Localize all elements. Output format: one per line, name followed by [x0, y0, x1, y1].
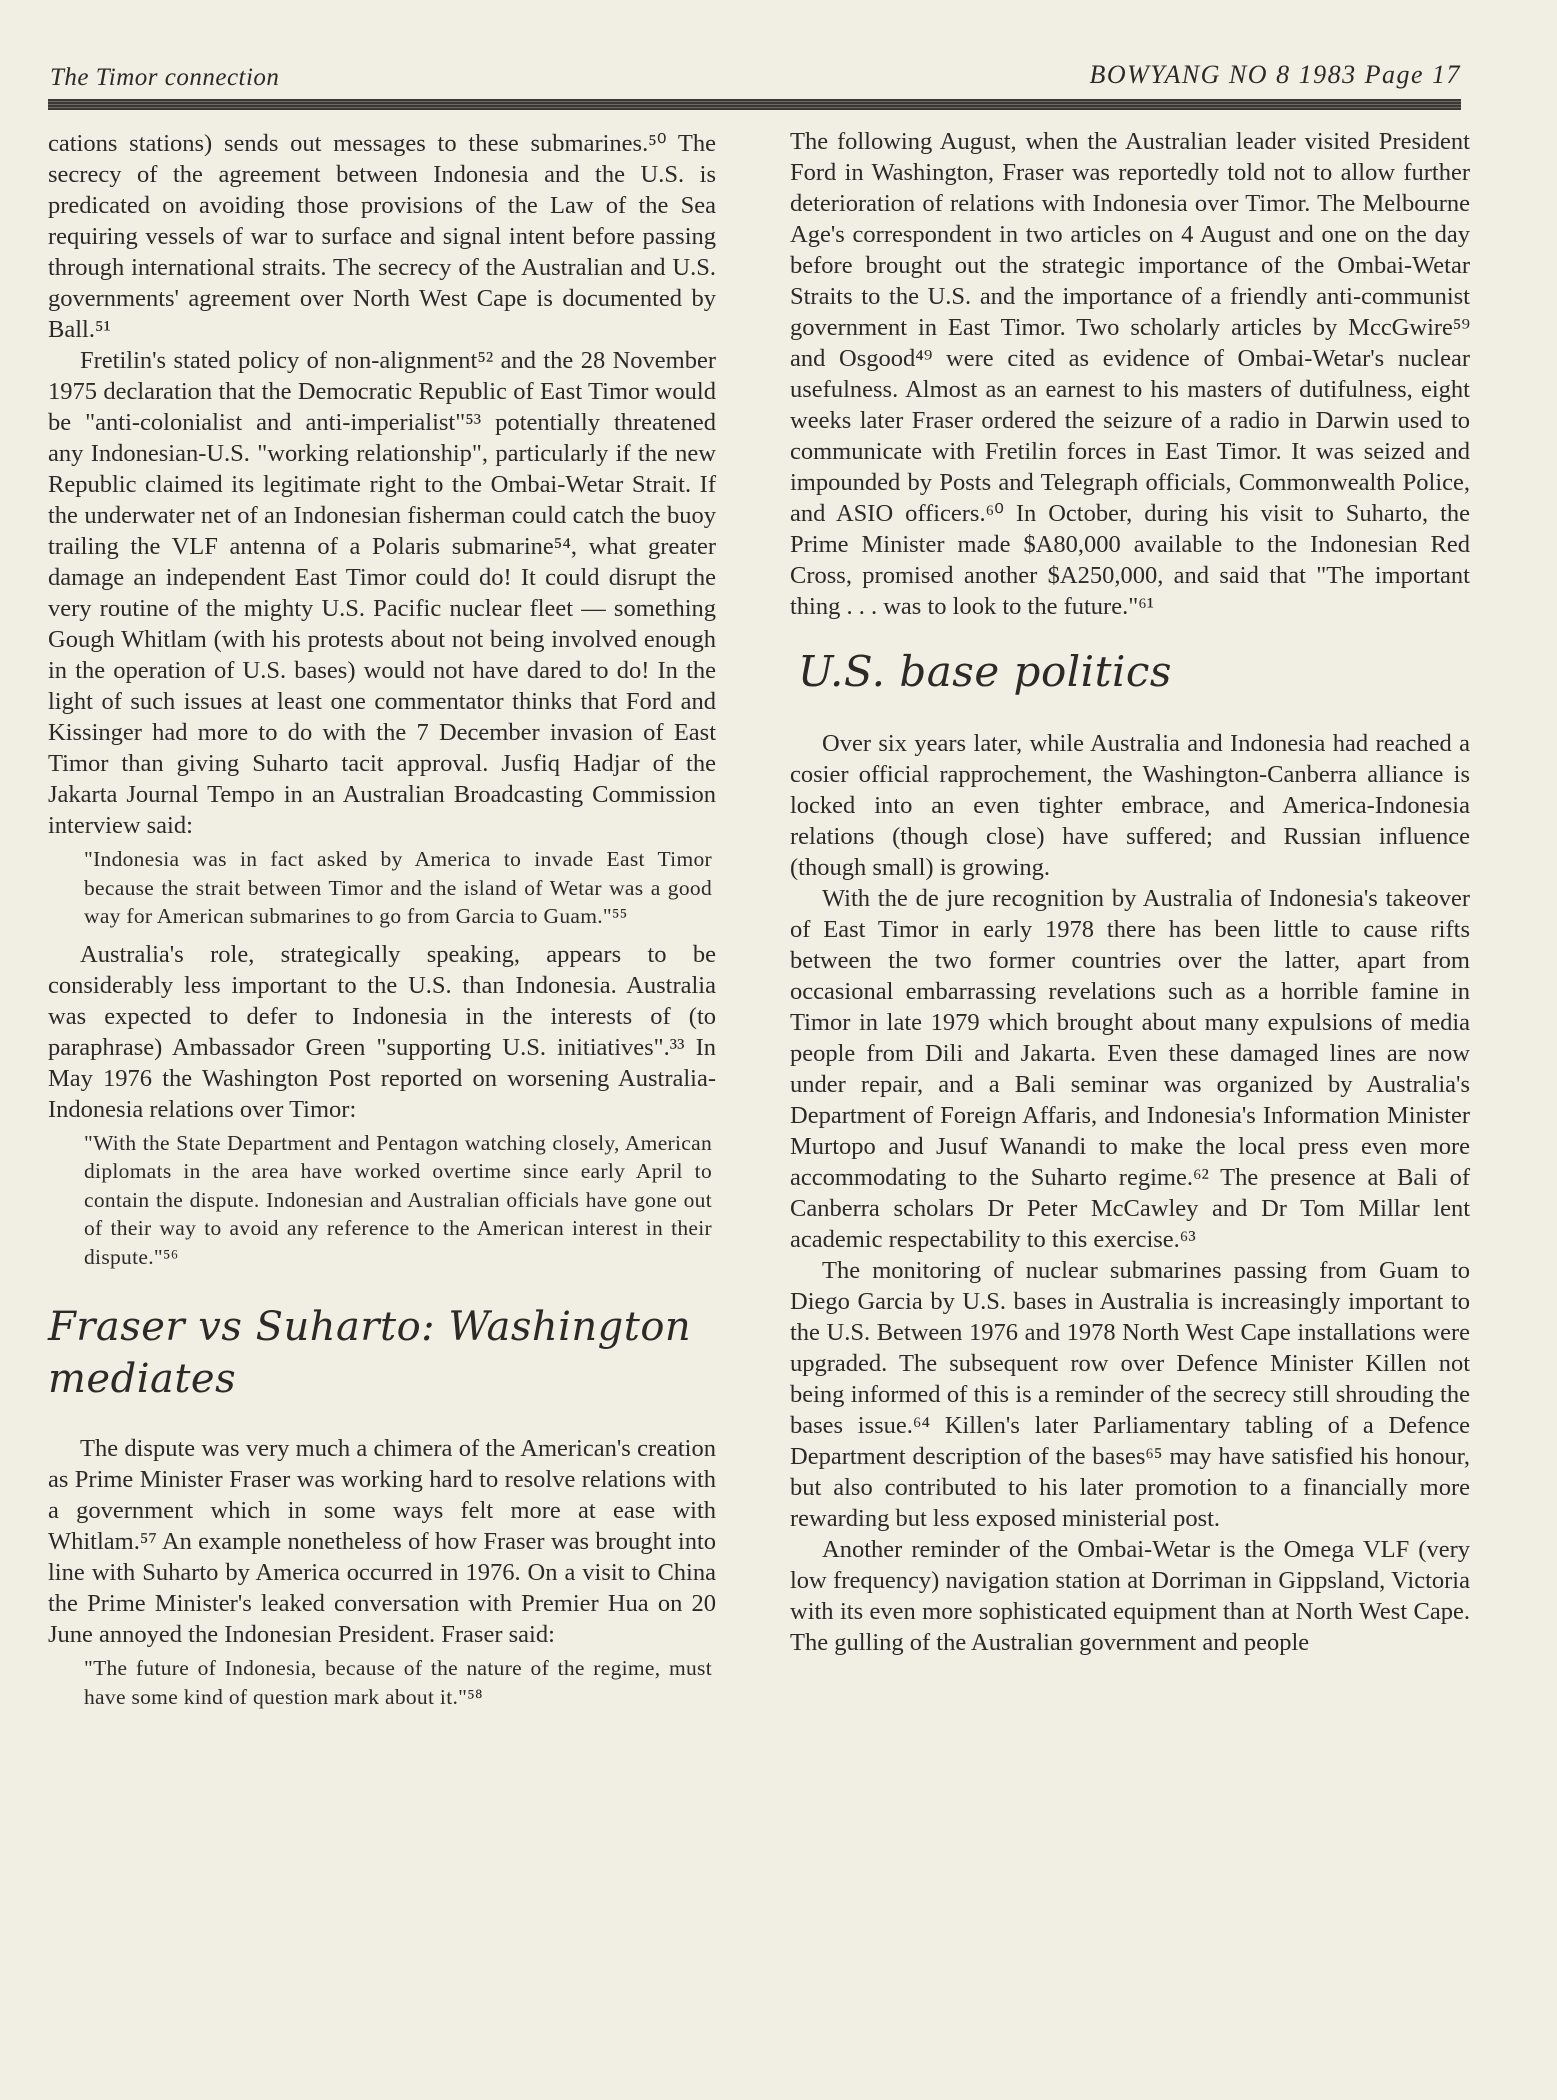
section-heading: U.S. base politics: [798, 647, 1172, 696]
section-heading: Fraser vs Suharto: Washington mediates: [48, 1304, 692, 1402]
paragraph: Australia's role, strategically speaking, appears to be considerably less important to the U.S. than Indonesia. Australia was expected to defer to Indonesia in the interests of (to paraphrase) Ambassador Green "supporting U.S. initiatives".³³ In May 1976 the Washington Post reported on worsening Australia-Indonesia relations over Timor:: [48, 940, 716, 1123]
paragraph: With the de jure recognition by Australia of Indonesia's takeover of East Timor in early 1978 there has been little to cause rifts between the two former countries over the latter, apart from occasional embarrassing revelations such as a horrible famine in Timor in late 1979 which brought about many expulsions of media people from Dili and Jakarta. Even these damaged lines are now under repair, and a Bali seminar was organized by Australia's Department of Foreign Affaris, and Indonesia's Information Minister Murtopo and Jusuf Wanandi to make the local press even more accommodating to the Suharto regime.⁶² The presence at Bali of Canberra scholars Dr Peter McCawley and Dr Tom Millar lent academic respectability to this exercise.⁶³: [790, 885, 1470, 1253]
right-column: [790, 126, 1470, 1658]
header-rule: [48, 99, 1461, 110]
paragraph: Another reminder of the Ombai-Wetar is the Omega VLF (very low frequency) navigation station at Dorriman in Gippsland, Victoria with its even more sophisticated equipment than at North West Cape. The gulling of the Australian government and people: [790, 1536, 1470, 1656]
paragraph: Over six years later, while Australia and Indonesia had reached a cosier official rapprochement, the Washington-Canberra alliance is locked into an even tighter embrace, and America-Indonesia relations (though close) have suffered; and Russian influence (though small) is growing.: [790, 730, 1470, 881]
paragraph: The dispute was very much a chimera of the American's creation as Prime Minister Fraser was working hard to resolve relations with a government which in some ways felt more at ease with Whitlam.⁵⁷ An example nonetheless of how Fraser was brought into line with Suharto by America occurred in 1976. On a visit to China the Prime Minister's leaked conversation with Premier Hua on 20 June annoyed the Indonesian President. Fraser said:: [48, 1435, 716, 1648]
paragraph: cations stations) sends out messages to these submarines.⁵⁰ The secrecy of the agreement between Indonesia and the U.S. is predicated on avoiding those provisions of the Law of the Sea requiring vessels of war to surface and signal intent before passing through international straits. The secrecy of the Australian and U.S. governments' agreement over North West Cape is documented by Ball.⁵¹: [48, 130, 716, 343]
block-quote: "With the State Department and Pentagon watching closely, American diplomats in the area have worked overtime since early April to contain the dispute. Indonesian and Australian officials have gone out of their way to avoid any reference to the American interest in their dispute."⁵⁶: [84, 1130, 712, 1269]
paragraph: Fretilin's stated policy of non-alignment⁵² and the 28 November 1975 declaration that the Democratic Republic of East Timor would be "anti-colonialist and anti-imperialist"⁵³ potentially threatened any Indonesian-U.S. "working relationship", particularly if the new Republic claimed its legitimate right to the Ombai-Wetar Strait. If the underwater net of an Indonesian fisherman could catch the buoy trailing the VLF antenna of a Polaris submarine⁵⁴, what greater damage an independent East Timor could do! It could disrupt the very routine of the mighty U.S. Pacific nuclear fleet — something Gough Whitlam (with his protests about not being involved enough in the operation of U.S. bases) would not have dared to do! In the light of such issues at least one commentator thinks that Ford and Kissinger had more to do with the 7 December invasion of East Timor than giving Suharto tacit approval. Jusfiq Hadjar of the Jakarta Journal Tempo in an Australian Broadcasting Commission interview said:: [48, 347, 716, 839]
running-head-issue-page: BOWYANG NO 8 1983 Page 17: [1089, 60, 1461, 89]
running-head: [48, 58, 1461, 98]
block-quote: "Indonesia was in fact asked by America to invade East Timor because the strait between Timor and the island of Wetar was a good way for American submarines to go from Garcia to Guam."⁵⁵: [84, 847, 712, 928]
left-column: [48, 128, 716, 1719]
block-quote: "The future of Indonesia, because of the nature of the regime, must have some kind of question mark about it."⁵⁸: [84, 1656, 712, 1709]
paragraph: The monitoring of nuclear submarines passing from Guam to Diego Garcia by U.S. bases in Australia is increasingly important to the U.S. Between 1976 and 1978 North West Cape installations were upgraded. The subsequent row over Defence Minister Killen not being informed of this is a reminder of the secrecy still shrouding the bases issue.⁶⁴ Killen's later Parliamentary tabling of a Defence Department description of the bases⁶⁵ may have satisfied his honour, but also contributed to his later promotion to a financially more rewarding but less exposed ministerial post.: [790, 1257, 1470, 1532]
paragraph: The following August, when the Australian leader visited President Ford in Washington, Fraser was reportedly told not to allow further deterioration of relations with Indonesia over Timor. The Melbourne Age's correspondent in two articles on 4 August and one on the day before brought out the strategic importance of the Ombai-Wetar Straits to the U.S. and the importance of a friendly anti-communist government in East Timor. Two scholarly articles by MccGwire⁵⁹ and Osgood⁴⁹ were cited as evidence of Ombai-Wetar's nuclear usefulness. Almost as an earnest to his masters of dutifulness, eight weeks later Fraser ordered the seizure of a radio in Darwin used to communicate with Fretilin forces in East Timor. It was seized and impounded by Posts and Telegraph officials, Commonwealth Police, and ASIO officers.⁶⁰ In October, during his visit to Suharto, the Prime Minister made $A80,000 available to the Indonesian Red Cross, promised another $A250,000, and said that "The important thing . . . was to look to the future."⁶¹: [790, 128, 1470, 620]
running-head-title: The Timor connection: [50, 64, 280, 91]
